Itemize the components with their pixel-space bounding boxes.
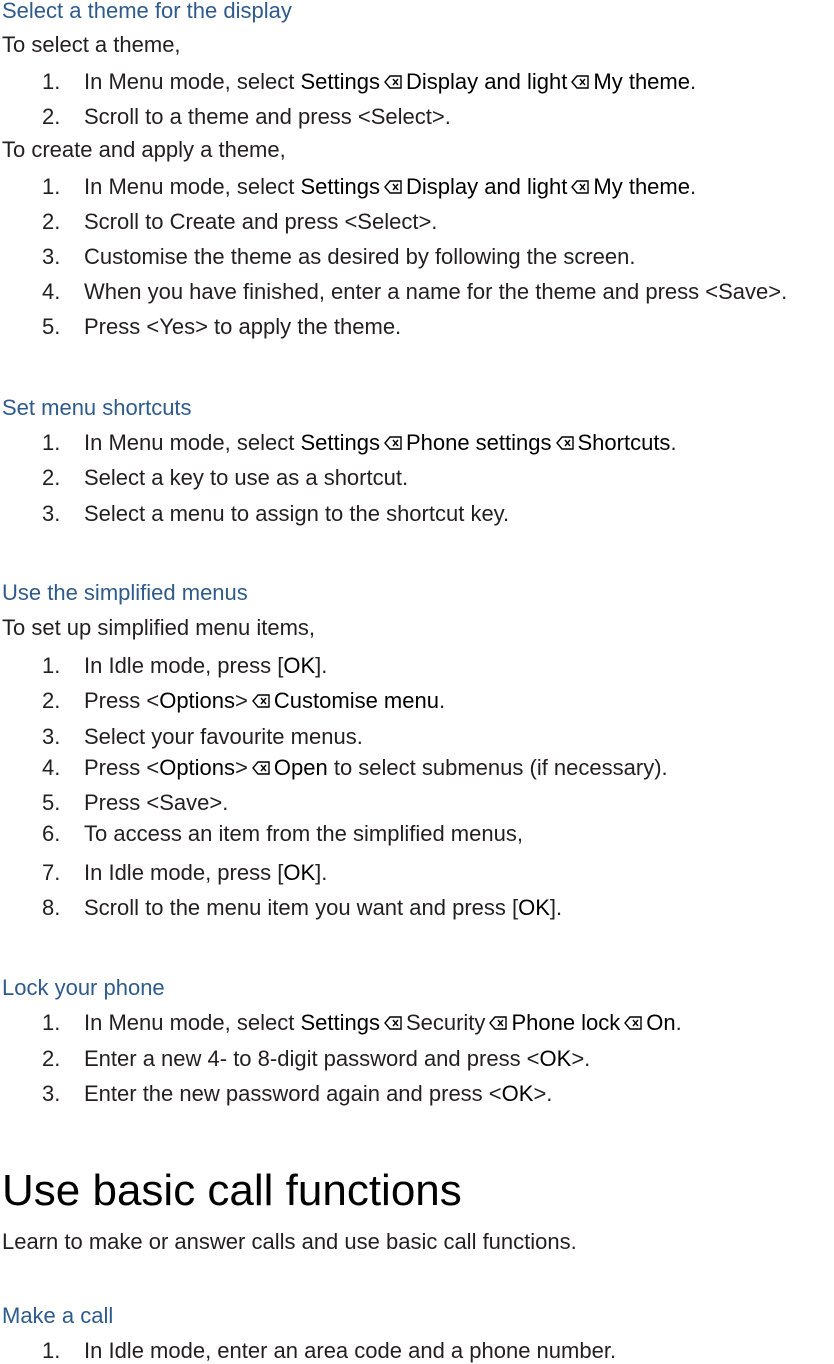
list-item — [42, 1081, 552, 1107]
list-item — [42, 1046, 590, 1072]
list-item — [42, 501, 509, 527]
step-text: When you have finished, enter a name for the theme and press <Save>. — [84, 279, 788, 304]
list-item — [42, 790, 228, 816]
menu-path-item: Phone lock — [511, 1010, 621, 1035]
list-item — [42, 724, 363, 750]
menu-path-item: Phone settings — [405, 430, 552, 455]
step-text: . — [670, 430, 677, 455]
intro-simplified-menus: To set up simplified menu items, — [2, 615, 316, 640]
heading-lock-phone: Lock your phone — [2, 975, 165, 1000]
step-text: ]. — [549, 895, 563, 920]
list-item — [42, 104, 451, 130]
menu-path-item: On — [646, 1010, 676, 1035]
step-number: 1. — [42, 174, 61, 199]
list-item — [42, 860, 327, 886]
step-text: Scroll to Create and press <Select>. — [84, 209, 438, 234]
step-text: In Menu mode, select — [84, 1010, 301, 1035]
arrow-icon — [252, 694, 270, 708]
step-text: ]. — [315, 860, 328, 885]
menu-path-item: Settings — [300, 69, 380, 94]
list-item — [42, 653, 327, 679]
step-text: In Menu mode, select — [84, 430, 301, 455]
key-label: Options — [159, 755, 236, 780]
list-item — [42, 209, 437, 235]
step-text: To access an item from the simplified menus, — [84, 821, 523, 846]
key-label: OK — [518, 895, 550, 920]
step-number: 2. — [42, 104, 61, 129]
heading-select-theme: Select a theme for the display — [2, 0, 292, 23]
heading-make-call: Make a call — [2, 1303, 114, 1328]
step-text: Press < — [84, 688, 160, 713]
menu-path-item: Security — [405, 1010, 486, 1035]
step-number: 1. — [42, 69, 61, 94]
step-number: 4. — [42, 279, 61, 304]
step-text: Scroll to the menu item you want and press [ — [84, 895, 519, 920]
menu-path-item: Customise menu — [273, 688, 439, 713]
menu-path-item: Display and light — [405, 69, 568, 94]
step-number: 1. — [42, 1010, 61, 1035]
step-number: 3. — [42, 244, 61, 269]
step-number: 7. — [42, 860, 61, 885]
list-item — [42, 174, 696, 200]
menu-path-item: Display and light — [405, 174, 568, 199]
arrow-icon — [384, 436, 402, 450]
menu-path-item: My theme — [593, 69, 690, 94]
step-text: Select a key to use as a shortcut. — [84, 465, 409, 490]
list-item — [42, 688, 445, 714]
step-text: > — [235, 688, 248, 713]
step-text: Enter the new password again and press < — [84, 1081, 502, 1106]
step-number: 5. — [42, 790, 61, 815]
step-text: In Idle mode, press [ — [84, 653, 284, 678]
list-item — [42, 465, 408, 491]
list-item — [42, 1010, 682, 1036]
step-number: 3. — [42, 501, 61, 526]
step-text: Press <Save>. — [84, 790, 229, 815]
heading-simplified-menus: Use the simplified menus — [2, 580, 248, 605]
step-text: ]. — [315, 653, 328, 678]
step-text: Select a menu to assign to the shortcut key. — [84, 501, 510, 526]
step-text: . — [689, 174, 697, 199]
arrow-icon — [489, 1016, 507, 1030]
chapter-title: Use basic call functions — [2, 1166, 462, 1215]
key-label: OK — [539, 1046, 572, 1071]
step-number: 2. — [42, 688, 61, 713]
list-item — [42, 244, 636, 270]
step-text: > — [235, 755, 248, 780]
key-label: OK — [283, 653, 316, 678]
step-text: Enter a new 4- to 8-digit password and press < — [84, 1046, 540, 1071]
step-text: In Menu mode, select — [84, 69, 301, 94]
list-item — [42, 430, 677, 456]
arrow-icon — [556, 436, 574, 450]
key-label: OK — [501, 1081, 534, 1106]
step-text: Select your favourite menus. — [84, 724, 363, 749]
menu-path-item: Settings — [300, 1010, 380, 1035]
step-number: 2. — [42, 465, 61, 490]
list-item — [42, 1338, 616, 1364]
step-text: In Idle mode, press [ — [84, 860, 284, 885]
arrow-icon — [384, 180, 402, 194]
step-text: Press < — [84, 755, 160, 780]
step-text: In Menu mode, select — [84, 174, 301, 199]
step-text: In Idle mode, enter an area code and a phone number. — [84, 1338, 617, 1363]
arrow-icon — [384, 1016, 402, 1030]
step-number: 1. — [42, 653, 61, 678]
list-item — [42, 821, 523, 847]
step-number: 1. — [42, 430, 61, 455]
step-text: Press <Yes> to apply the theme. — [84, 314, 402, 339]
step-number: 2. — [42, 209, 61, 234]
key-label: Options — [159, 688, 236, 713]
step-number: 4. — [42, 755, 61, 780]
list-item — [42, 279, 787, 305]
step-text: . — [438, 688, 446, 713]
step-text: . — [675, 1010, 682, 1035]
arrow-icon — [571, 75, 589, 89]
chapter-intro: Learn to make or answer calls and use basic call functions. — [2, 1229, 577, 1254]
menu-path-item: Shortcuts — [577, 430, 671, 455]
step-text: to select submenus (if necessary). — [327, 755, 668, 780]
menu-path-item: Open — [273, 755, 328, 780]
step-number: 3. — [42, 1081, 61, 1106]
step-number: 8. — [42, 895, 61, 920]
arrow-icon — [252, 761, 270, 775]
intro-select-theme: To select a theme, — [2, 32, 181, 57]
step-text: Customise the theme as desired by following the screen. — [84, 244, 636, 269]
list-item — [42, 895, 562, 921]
step-text: . — [689, 69, 697, 94]
step-number: 6. — [42, 821, 61, 846]
step-text: >. — [571, 1046, 591, 1071]
step-number: 3. — [42, 724, 61, 749]
step-number: 2. — [42, 1046, 61, 1071]
step-text: Scroll to a theme and press <Select>. — [84, 104, 451, 129]
menu-path-item: My theme — [593, 174, 690, 199]
arrow-icon — [384, 75, 402, 89]
step-number: 1. — [42, 1338, 61, 1363]
menu-path-item: Settings — [300, 174, 380, 199]
step-number: 5. — [42, 314, 61, 339]
list-item — [42, 69, 696, 95]
list-item — [42, 314, 401, 340]
heading-menu-shortcuts: Set menu shortcuts — [2, 395, 192, 420]
key-label: OK — [283, 860, 316, 885]
menu-path-item: Settings — [300, 430, 380, 455]
intro-create-theme: To create and apply a theme, — [2, 137, 286, 162]
list-item — [42, 755, 668, 781]
arrow-icon — [571, 180, 589, 194]
arrow-icon — [624, 1016, 642, 1030]
step-text: >. — [533, 1081, 553, 1106]
